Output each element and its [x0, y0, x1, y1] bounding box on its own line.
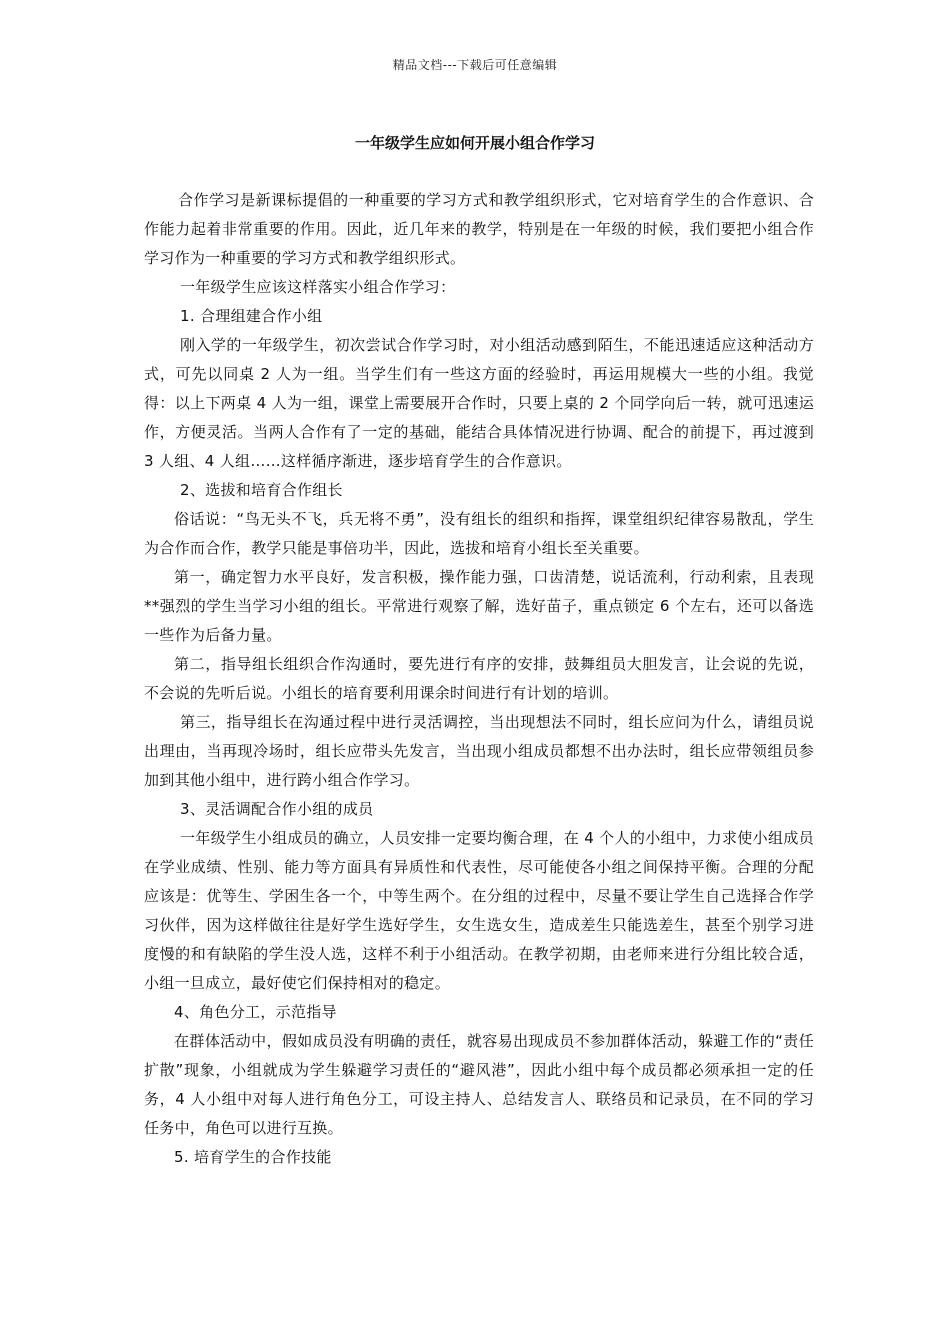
- section-heading-1: 1. 合理组建合作小组: [180, 307, 323, 325]
- document-body: [144, 186, 814, 1172]
- paragraph-section-2-intro: 俗话说：“鸟无头不飞，兵无将不勇”，没有组长的组织和指挥，课堂组织纪律容易散乱，学生为合作而合作，教学只能是事倍功半，因此，选拔和培育小组长至关重要。: [144, 510, 814, 557]
- paragraph-section-3: 一年级学生小组成员的确立，人员安排一定要均衡合理，在 4 个人的小组中，力求使小组成员在学业成绩、性别、能力等方面具有异质性和代表性，尽可能使各小组之间保持平衡。合理的分配应该是：优等生、学困生各一个，中等生两个。在分组的过程中，尽量不要让学生自己选择合作学习伙伴，因为这样做往往是好学生选好学生，女生选女生，造成差生只能选差生，甚至个别学习进度慢的和有缺陷的学生没人选，这样不利于小组活动。在教学初期，由老师来进行分组比较合适，小组一旦成立，最好使它们保持相对的稳定。: [144, 829, 814, 992]
- paragraph-section-4: 在群体活动中，假如成员没有明确的责任，就容易出现成员不参加群体活动，躲避工作的“责任扩散”现象，小组就成为学生躲避学习责任的“避风港”，因此小组中每个成员都必须承担一定的任务，4 人小组中对每人进行角色分工，可设主持人、总结发言人、联络员和记录员，在不同的学习任务中，角色可以进行互换。: [144, 1032, 814, 1137]
- page-header: 精品文档---下载后可任意编辑: [392, 58, 558, 72]
- paragraph-section-2-third: 第三，指导组长在沟通过程中进行灵活调控，当出现想法不同时，组长应问为什么，请组员说出理由，当再现冷场时，组长应带头先发言，当出现小组成员都想不出办法时，组长应带领组员参加到其他小组中，进行跨小组合作学习。: [144, 713, 814, 789]
- paragraph-section-2-first: 第一，确定智力水平良好，发言积极，操作能力强，口齿清楚，说话流利，行动利索，且表现**强烈的学生当学习小组的组长。平常进行观察了解，选好苗子，重点锁定 6 个左右，还可以备选一些作为后备力量。: [144, 568, 814, 644]
- section-heading-5: 5. 培育学生的合作技能: [174, 1148, 332, 1166]
- document-title: 一年级学生应如何开展小组合作学习: [354, 134, 595, 152]
- paragraph-intro: 合作学习是新课标提倡的一种重要的学习方式和教学组织形式，它对培育学生的合作意识、合作能力起着非常重要的作用。因此，近几年来的教学，特别是在一年级的时候，我们要把小组合作学习作为一种重要的学习方式和教学组织形式。: [144, 191, 814, 267]
- section-heading-2: 2、选拔和培育合作组长: [180, 481, 343, 499]
- paragraph-section-2-second: 第二，指导组长组织合作沟通时，要先进行有序的安排，鼓舞组员大胆发言，让会说的先说，不会说的先听后说。小组长的培育要利用课余时间进行有计划的培训。: [144, 655, 814, 702]
- section-heading-4: 4、角色分工，示范指导: [174, 1003, 337, 1021]
- paragraph-section-1: 刚入学的一年级学生，初次尝试合作学习时，对小组活动感到陌生，不能迅速适应这种活动方式，可先以同桌 2 人为一组。当学生们有一些这方面的经验时，再运用规模大一些的小组。我觉得：以上下两桌 4 人为一组，课堂上需要展开合作时，只要上桌的 2 个同学向后一转，就可迅速运作，方便灵活。当两人合作有了一定的基础，能结合具体情况进行协调、配合的前提下，再过渡到 3 人组、4 人组……这样循序渐进，逐步培育学生的合作意识。: [144, 336, 814, 470]
- section-heading-3: 3、灵活调配合作小组的成员: [180, 800, 374, 818]
- paragraph-lead: 一年级学生应该这样落实小组合作学习：: [180, 278, 456, 296]
